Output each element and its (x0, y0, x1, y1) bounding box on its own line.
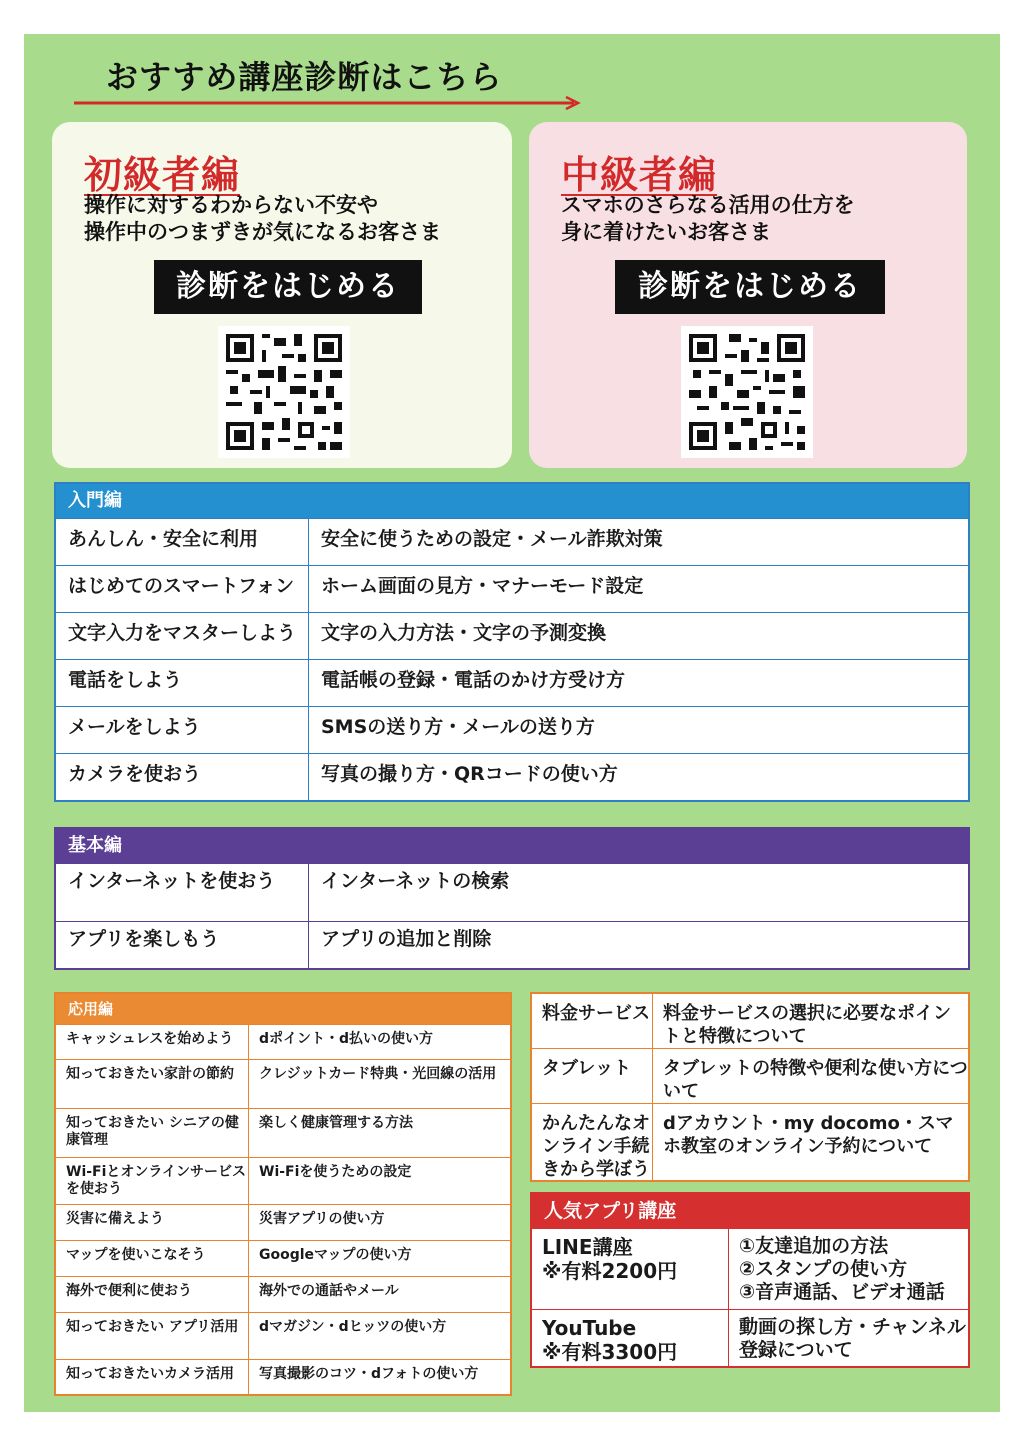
course-name: 文字入力をマスターしよう (56, 613, 309, 659)
table-row (532, 994, 968, 1048)
course-content: dアカウント・my docomo・スマホ教室のオンライン予約について (663, 1113, 954, 1157)
course-content: Wi-Fiを使うための設定 (259, 1164, 412, 1180)
course-name: かんたんなオンライン手続きから学ぼう (532, 1104, 653, 1180)
beginner-card (52, 122, 512, 468)
course-content: ①友達追加の方法 ②スタンプの使い方 ③音声通話、ビデオ通話 (739, 1235, 945, 1303)
course-name: LINE講座 ※有料2200円 (532, 1229, 729, 1309)
course-name: キャッシュレスを始めよう (56, 1025, 249, 1059)
oyo-section (54, 992, 512, 1396)
course-content: クレジットカード特典・光回線の活用 (259, 1066, 497, 1082)
table-row (532, 1309, 968, 1366)
course-content: 海外での通話やメール (259, 1283, 399, 1299)
course-name: 知っておきたいカメラ活用 (56, 1360, 249, 1394)
course-name: マップを使いこなそう (56, 1241, 249, 1276)
beginner-diagnosis-button[interactable]: 診断をはじめる (154, 260, 422, 314)
table-row (56, 1276, 510, 1312)
table-row (56, 1240, 510, 1276)
course-content: ホーム画面の見方・マナーモード設定 (321, 575, 644, 597)
beginner-title: 初級者編 (84, 153, 241, 197)
course-name: インターネットを使おう (56, 864, 309, 921)
intermediate-diagnosis-button[interactable]: 診断をはじめる (615, 260, 885, 314)
table-row (56, 659, 968, 706)
table-row (56, 1024, 510, 1059)
qr-code-icon[interactable] (218, 326, 350, 458)
popular-apps-header: 人気アプリ講座 (532, 1194, 968, 1228)
table-row (56, 863, 968, 921)
course-content: 写真の撮り方・QRコードの使い方 (321, 763, 618, 785)
table-row (56, 753, 968, 800)
course-content: dマガジン・dヒッツの使い方 (259, 1319, 447, 1335)
service-section (530, 992, 970, 1182)
table-row (56, 1059, 510, 1108)
table-row (56, 706, 968, 753)
course-content: 災害アプリの使い方 (259, 1211, 385, 1227)
course-name: アプリを楽しもう (56, 922, 309, 968)
course-content: アプリの追加と削除 (321, 928, 492, 950)
table-row (56, 1312, 510, 1359)
table-row (56, 518, 968, 565)
course-name: はじめてのスマートフォン (56, 566, 309, 612)
course-content: dポイント・d払いの使い方 (259, 1031, 434, 1047)
course-content: Googleマップの使い方 (259, 1247, 412, 1263)
arrow-right-icon (74, 96, 584, 110)
course-content: 写真撮影のコツ・dフォトの使い方 (259, 1366, 479, 1382)
table-row (56, 1108, 510, 1157)
course-name: YouTube ※有料3300円 (532, 1310, 729, 1366)
popular-apps-section (530, 1192, 970, 1368)
kihon-section (54, 827, 970, 970)
course-name: Wi-Fiとオンラインサービスを使おう (56, 1158, 249, 1204)
intermediate-description: スマホのさらなる活用の仕方を 身に着けたいお客さま (561, 193, 855, 244)
table-row (56, 1359, 510, 1394)
course-name: 料金サービス (532, 994, 653, 1048)
page-title: おすすめ講座診断はこちら (106, 58, 503, 96)
kihon-header: 基本編 (56, 829, 968, 863)
course-name: 知っておきたい シニアの健康管理 (56, 1109, 249, 1157)
table-row (56, 565, 968, 612)
table-row (532, 1228, 968, 1309)
table-row (56, 921, 968, 968)
course-name: 知っておきたい アプリ活用 (56, 1313, 249, 1359)
table-row (56, 1157, 510, 1204)
course-content: 料金サービスの選択に必要なポイントと特徴について (663, 1003, 951, 1047)
course-name: 知っておきたい家計の節約 (56, 1060, 249, 1108)
course-name: カメラを使おう (56, 754, 309, 800)
course-name: タブレット (532, 1049, 653, 1103)
nyumon-section (54, 482, 970, 802)
course-content: 安全に使うための設定・メール詐欺対策 (321, 528, 663, 550)
table-row (532, 1103, 968, 1180)
course-content: インターネットの検索 (321, 870, 510, 892)
course-content: SMSの送り方・メールの送り方 (321, 716, 595, 738)
nyumon-header: 入門編 (56, 484, 968, 518)
course-content: 動画の探し方・チャンネル登録について (739, 1316, 966, 1361)
course-content: 電話帳の登録・電話のかけ方受け方 (321, 669, 626, 691)
flyer-page (24, 34, 1000, 1412)
course-content: タブレットの特徴や便利な使い方について (663, 1058, 968, 1102)
intermediate-title: 中級者編 (561, 153, 718, 197)
intermediate-card (529, 122, 967, 468)
course-name: 海外で便利に使おう (56, 1277, 249, 1312)
course-name: メールをしよう (56, 707, 309, 753)
course-name: 電話をしよう (56, 660, 309, 706)
beginner-description: 操作に対するわからない不安や 操作中のつまずきが気になるお客さま (84, 193, 441, 244)
qr-code-icon[interactable] (681, 326, 813, 458)
course-name: あんしん・安全に利用 (56, 519, 309, 565)
course-content: 文字の入力方法・文字の予測変換 (321, 622, 607, 644)
course-content: 楽しく健康管理する方法 (259, 1115, 413, 1131)
oyo-header: 応用編 (56, 994, 510, 1024)
table-row (56, 612, 968, 659)
table-row (56, 1204, 510, 1240)
table-row (532, 1048, 968, 1103)
course-name: 災害に備えよう (56, 1205, 249, 1240)
